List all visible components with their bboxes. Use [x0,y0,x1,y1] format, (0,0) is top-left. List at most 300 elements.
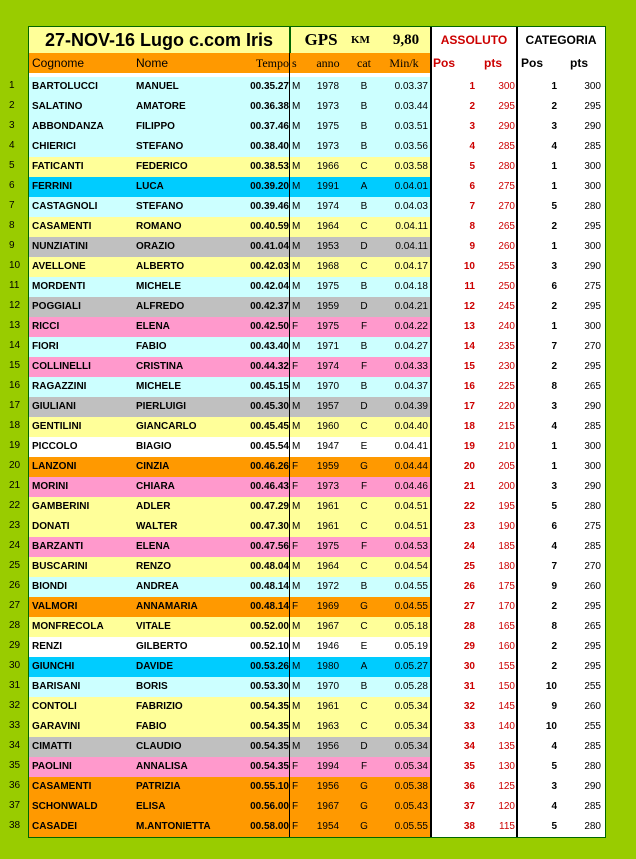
anno: 1954 [316,821,340,832]
row-number: 6 [9,180,15,191]
pts-assoluto: 300 [498,81,515,92]
sesso: M [292,281,301,292]
pts-categoria: 265 [584,381,601,392]
anno: 1975 [316,281,340,292]
pts-categoria: 300 [584,241,601,252]
nome: PIERLUIGI [136,401,187,412]
min-km: 0.05.34 [394,761,428,772]
pts-assoluto: 240 [498,321,515,332]
row-number: 19 [9,440,21,451]
tempo: 00.45.54 [250,441,289,452]
cognome: RENZI [32,641,62,652]
nome: FABRIZIO [136,701,183,712]
table-row [29,517,605,537]
pts-categoria: 300 [584,181,601,192]
pos-categoria: 1 [551,241,557,252]
cognome: CHIERICI [32,141,76,152]
sesso: M [292,661,301,672]
table-row [29,677,605,697]
nome: ALFREDO [136,301,185,312]
anno: 1953 [316,241,340,252]
pos-categoria: 4 [551,141,557,152]
anno: 1961 [316,501,340,512]
tempo: 00.53.26 [250,661,289,672]
categoria: C [360,221,368,232]
nome: MICHELE [136,281,181,292]
pos-assoluto: 2 [469,101,475,112]
pos-assoluto: 24 [463,541,475,552]
anno: 1959 [316,461,340,472]
tempo: 00.47.56 [250,541,289,552]
title-row [29,27,605,53]
sesso: M [292,681,301,692]
min-km: 0.04.44 [394,461,428,472]
nome: DAVIDE [136,661,174,672]
sesso: M [292,641,301,652]
cognome: MORDENTI [32,281,86,292]
hdr-cat: cat [357,56,371,70]
categoria: B [360,381,368,392]
nome: VITALE [136,621,171,632]
tempo: 00.46.26 [250,461,289,472]
anno: 1974 [316,201,340,212]
cognome: FERRINI [32,181,72,192]
table-row [29,137,605,157]
km-label: KM [351,27,381,53]
cognome: NUNZIATINI [32,241,88,252]
sesso: M [292,621,301,632]
pos-categoria: 3 [551,121,557,132]
table-row [29,537,605,557]
pts-categoria: 265 [584,621,601,632]
row-number: 8 [9,220,15,231]
row-number: 20 [9,460,21,471]
nome: ELISA [136,801,166,812]
event-title: 27-NOV-16 Lugo c.com Iris [29,27,289,53]
pts-categoria: 295 [584,641,601,652]
table-row [29,697,605,717]
pts-categoria: 300 [584,81,601,92]
divider-assoluto [430,27,432,837]
categoria: A [360,181,368,192]
km-value: 9,80 [381,27,431,53]
anno: 1968 [316,261,340,272]
pts-categoria: 285 [584,141,601,152]
categoria: C [360,161,368,172]
table-row [29,217,605,237]
nome: ANDREA [136,581,179,592]
min-km: 0.04.21 [394,301,428,312]
cognome: CASAMENTI [32,221,92,232]
pts-assoluto: 265 [498,221,515,232]
row-number: 31 [9,680,21,691]
pts-assoluto: 165 [498,621,515,632]
categoria: A [360,661,368,672]
cognome: MONFRECOLA [32,621,104,632]
cognome: FATICANTI [32,161,84,172]
pts-categoria: 295 [584,601,601,612]
categoria: B [360,121,368,132]
pos-assoluto: 22 [463,501,475,512]
pos-assoluto: 20 [463,461,475,472]
pos-assoluto: 15 [463,361,475,372]
categoria: G [360,801,368,812]
row-number: 2 [9,100,15,111]
categoria: F [360,541,368,552]
nome: FILIPPO [136,121,175,132]
assoluto-header: ASSOLUTO [431,27,517,53]
row-number: 5 [9,160,15,171]
pos-categoria: 2 [551,641,557,652]
nome: BORIS [136,681,168,692]
pos-assoluto: 23 [463,521,475,532]
pos-categoria: 7 [551,561,557,572]
cognome: CONTOLI [32,701,77,712]
cognome: FIORI [32,341,59,352]
min-km: 0.05.18 [394,621,428,632]
pts-categoria: 300 [584,461,601,472]
table-row [29,297,605,317]
tempo: 00.44.32 [250,361,289,372]
nome: CINZIA [136,461,170,472]
pos-assoluto: 14 [463,341,475,352]
anno: 1964 [316,561,340,572]
table-row [29,117,605,137]
pos-assoluto: 29 [463,641,475,652]
categoria: C [360,421,368,432]
anno: 1957 [316,401,340,412]
table-row [29,757,605,777]
categoria: F [360,481,368,492]
nome: MICHELE [136,381,181,392]
table-row [29,377,605,397]
row-number: 34 [9,740,21,751]
pos-assoluto: 11 [464,281,475,292]
pos-categoria: 1 [551,81,557,92]
sesso: M [292,341,301,352]
sesso: M [292,101,301,112]
nome: ORAZIO [136,241,175,252]
pos-assoluto: 13 [463,321,475,332]
gps-label: GPS [291,27,351,53]
min-km: 0.04.39 [394,401,428,412]
pos-categoria: 1 [551,321,557,332]
min-km: 0.04.55 [394,601,428,612]
anno: 1971 [316,341,340,352]
pos-categoria: 2 [551,301,557,312]
anno: 1991 [316,181,340,192]
pts-categoria: 260 [584,701,601,712]
pts-categoria: 260 [584,581,601,592]
pts-categoria: 285 [584,741,601,752]
tempo: 00.48.04 [250,561,289,572]
pts-categoria: 255 [584,681,601,692]
sesso: M [292,181,301,192]
pos-assoluto: 5 [469,161,475,172]
row-number: 30 [9,660,21,671]
categoria: D [360,241,368,252]
tempo: 00.52.10 [250,641,289,652]
sesso: M [292,141,301,152]
anno: 1966 [316,161,340,172]
nome: RENZO [136,561,171,572]
anno: 1972 [316,581,340,592]
pts-assoluto: 140 [498,721,515,732]
table-row [29,77,605,97]
pts-categoria: 300 [584,321,601,332]
min-km: 0.04.18 [394,281,428,292]
pts-assoluto: 185 [498,541,515,552]
min-km: 0.05.19 [394,641,428,652]
pts-assoluto: 210 [498,441,515,452]
categoria: C [360,261,368,272]
pts-assoluto: 255 [498,261,515,272]
tempo: 00.42.04 [250,281,289,292]
anno: 1994 [316,761,340,772]
row-number: 28 [9,620,21,631]
cognome: PICCOLO [32,441,78,452]
min-km: 0.05.28 [394,681,428,692]
pts-categoria: 285 [584,541,601,552]
categoria: F [360,321,368,332]
tempo: 00.55.10 [250,781,289,792]
min-km: 0.04.22 [394,321,428,332]
table-row [29,777,605,797]
categoria: D [360,741,368,752]
table-row [29,197,605,217]
row-number: 32 [9,700,21,711]
pts-assoluto: 135 [498,741,515,752]
tempo: 00.42.37 [250,301,289,312]
sesso: M [292,441,301,452]
categoria: G [360,821,368,832]
anno: 1959 [316,301,340,312]
pos-assoluto: 9 [469,241,475,252]
row-number: 9 [9,240,15,251]
table-row [29,237,605,257]
tempo: 00.54.35 [250,761,289,772]
categoria-header: CATEGORIA [517,27,605,53]
tempo: 00.47.30 [250,521,289,532]
pts-categoria: 275 [584,281,601,292]
pts-assoluto: 190 [498,521,515,532]
min-km: 0.04.40 [394,421,428,432]
pos-categoria: 1 [551,461,557,472]
hdr-tempo: Tempo [255,56,289,70]
pts-assoluto: 235 [498,341,515,352]
categoria: E [360,641,368,652]
sesso: M [292,241,301,252]
row-number: 4 [9,140,15,151]
anno: 1974 [316,361,340,372]
pts-categoria: 295 [584,221,601,232]
table-row [29,637,605,657]
row-number: 37 [9,800,21,811]
sesso: M [292,721,301,732]
tempo: 00.45.45 [250,421,289,432]
nome: CHIARA [136,481,175,492]
min-km: 0.05.43 [394,801,428,812]
pos-assoluto: 31 [463,681,475,692]
anno: 1960 [316,421,340,432]
anno: 1975 [316,321,340,332]
pos-categoria: 5 [551,201,557,212]
table-row [29,557,605,577]
pos-categoria: 2 [551,361,557,372]
tempo: 00.58.00 [250,821,289,832]
hdr-cognome: Cognome [32,56,85,70]
sesso: M [292,81,301,92]
tempo: 00.38.40 [250,141,289,152]
categoria: D [360,301,368,312]
tempo: 00.36.38 [250,101,289,112]
pts-assoluto: 115 [499,821,515,832]
categoria: F [360,361,368,372]
pos-categoria: 3 [551,781,557,792]
sesso: F [292,461,299,472]
anno: 1978 [316,81,340,92]
nome: GIANCARLO [136,421,197,432]
row-number: 13 [9,320,21,331]
anno: 1967 [316,621,340,632]
tempo: 00.37.46 [250,121,289,132]
pos-categoria: 6 [551,521,557,532]
table-row [29,257,605,277]
pos-assoluto: 8 [469,221,475,232]
pos-categoria: 3 [551,481,557,492]
table-row [29,157,605,177]
anno: 1969 [316,601,340,612]
categoria: E [360,441,368,452]
cognome: CASTAGNOLI [32,201,98,212]
anno: 1961 [316,521,340,532]
pts-assoluto: 215 [498,421,515,432]
table-row [29,457,605,477]
pts-assoluto: 160 [498,641,515,652]
cognome: GENTILINI [32,421,82,432]
tempo: 00.42.03 [250,261,289,272]
pos-categoria: 5 [551,761,557,772]
tempo: 00.54.35 [250,721,289,732]
table-row [29,617,605,637]
pts-assoluto: 260 [498,241,515,252]
cognome: ABBONDANZA [32,121,104,132]
sesso: F [292,541,299,552]
table-row [29,597,605,617]
sesso: M [292,521,301,532]
tempo: 00.46.43 [250,481,289,492]
categoria: D [360,401,368,412]
sesso: M [292,161,301,172]
pos-categoria: 2 [551,101,557,112]
sesso: M [292,381,301,392]
pts-assoluto: 275 [498,181,515,192]
pos-categoria: 4 [551,541,557,552]
pts-categoria: 290 [584,261,601,272]
nome: ALBERTO [136,261,185,272]
nome: FEDERICO [136,161,188,172]
anno: 1964 [316,221,340,232]
min-km: 0.05.55 [394,821,428,832]
anno: 1975 [316,541,340,552]
pos-categoria: 10 [545,721,557,732]
pos-categoria: 5 [551,821,557,832]
min-km: 0.05.38 [394,781,428,792]
sesso: M [292,741,301,752]
row-number: 26 [9,580,21,591]
pos-assoluto: 21 [463,481,475,492]
sesso: F [292,601,299,612]
cognome: LANZONI [32,461,77,472]
pts-assoluto: 180 [498,561,515,572]
pos-categoria: 7 [551,341,557,352]
min-km: 0.05.34 [394,701,428,712]
tempo: 00.38.53 [250,161,289,172]
pos-categoria: 6 [551,281,557,292]
tempo: 00.43.40 [250,341,289,352]
min-km: 0.03.44 [394,101,428,112]
pos-assoluto: 12 [463,301,475,312]
pts-assoluto: 285 [498,141,515,152]
row-number: 33 [9,720,21,731]
row-number: 17 [9,400,21,411]
pts-categoria: 275 [584,521,601,532]
pos-assoluto: 6 [469,181,475,192]
pos-categoria: 5 [551,501,557,512]
sesso: M [292,421,301,432]
sesso: F [292,321,299,332]
tempo: 00.52.00 [250,621,289,632]
pts-categoria: 255 [584,721,601,732]
hdr-anno: anno [316,56,340,70]
nome: STEFANO [136,141,184,152]
min-km: 0.04.03 [394,201,428,212]
pos-assoluto: 35 [463,761,475,772]
min-km: 0.04.01 [394,181,428,192]
nome: ANNALISA [136,761,188,772]
column-header-row [29,53,605,73]
cognome: COLLINELLI [32,361,91,372]
nome: GILBERTO [136,641,188,652]
nome: LUCA [136,181,164,192]
min-km: 0.03.56 [394,141,428,152]
table-row [29,417,605,437]
row-number: 16 [9,380,21,391]
min-km: 0.03.37 [394,81,428,92]
min-km: 0.05.34 [394,721,428,732]
table-row [29,737,605,757]
cognome: PAOLINI [32,761,72,772]
min-km: 0.05.34 [394,741,428,752]
hdr-cat-pts: pts [570,56,588,70]
pos-assoluto: 1 [469,81,475,92]
sesso: F [292,361,299,372]
categoria: C [360,701,368,712]
row-number: 38 [9,820,21,831]
tempo: 00.45.30 [250,401,289,412]
min-km: 0.04.54 [394,561,428,572]
pts-assoluto: 145 [498,701,515,712]
tempo: 00.48.14 [250,581,289,592]
divider-sex [289,53,290,837]
pts-assoluto: 295 [498,101,515,112]
pts-assoluto: 120 [498,801,515,812]
min-km: 0.04.37 [394,381,428,392]
categoria: G [360,601,368,612]
pts-assoluto: 200 [498,481,515,492]
pos-categoria: 1 [551,181,557,192]
categoria: B [360,281,368,292]
